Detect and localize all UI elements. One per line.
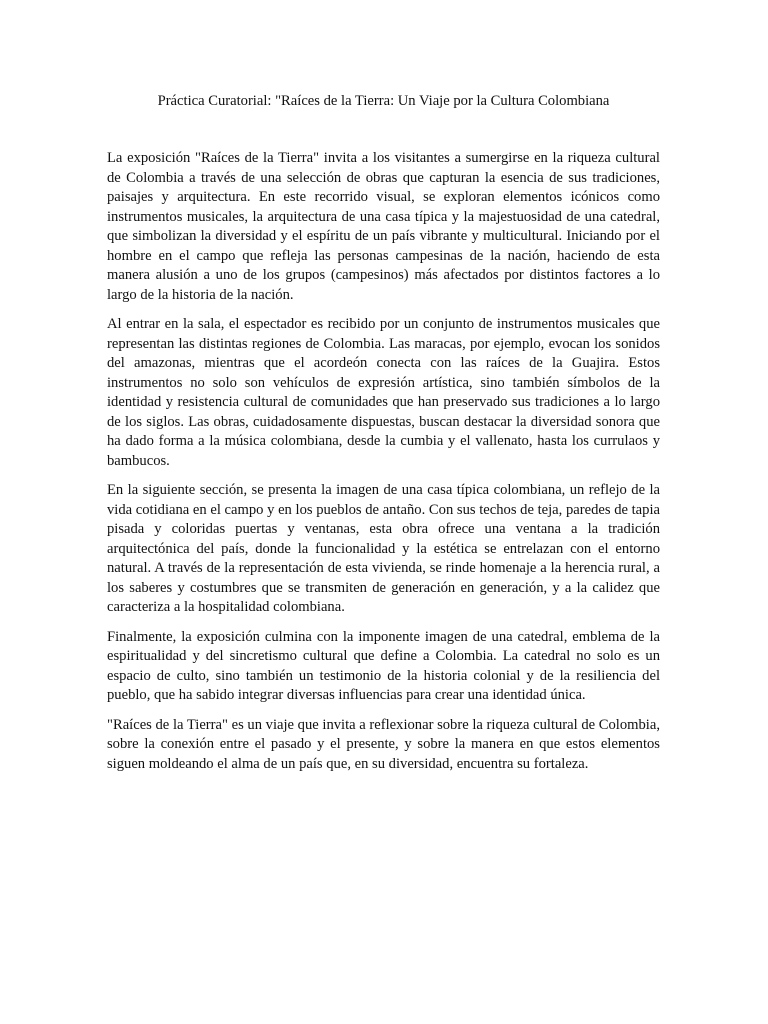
paragraph-house: En la siguiente sección, se presenta la imagen de una casa típica colombiana, un reflejo de la vida cotidiana en el campo y en los pueblos de antaño. Con sus techos de teja, paredes de tapia pisada y coloridas puertas y ventanas, esta obra ofrece una ventana a la tradición arquitectónica del país, donde la funcionalidad y la estética se entrelazan con el entorno natural. A través de la representación de esta vivienda, se rinde homenaje a la herencia rural, a los saberes y costumbres que se transmiten de generación en generación, y a la calidez que caracteriza a la hospitalidad colombiana. xyxy=(107,482,660,615)
paragraph-cathedral: Finalmente, la exposición culmina con la imponente imagen de una catedral, emblema de la espiritualidad y del sincretismo cultural que define a Colombia. La catedral no solo es un espacio de culto, sino también un testimonio de la historia colonial y de la resiliencia del pueblo, que ha sabido integrar diversas influencias para crear una identidad única. xyxy=(107,628,660,703)
paragraph-conclusion: "Raíces de la Tierra" es un viaje que invita a reflexionar sobre la riqueza cultural de Colombia, sobre la conexión entre el pasado y el presente, y sobre la manera en que estos elementos siguen moldeando el alma de un país que, en su diversidad, encuentra su fortaleza. xyxy=(107,716,660,772)
document-body xyxy=(107,149,660,774)
paragraph-intro: La exposición "Raíces de la Tierra" invita a los visitantes a sumergirse en la riqueza cultural de Colombia a través de una selección de obras que capturan la esencia de sus tradiciones, paisajes y arquitectura. En este recorrido visual, se exploran elementos icónicos como instrumentos musicales, la arquitectura de una casa típica y la majestuosidad de una catedral, que simbolizan la diversidad y el espíritu de un país vibrante y multicultural. Iniciando por el hombre en el campo que refleja las personas campesinas de la nación, haciendo de esta manera alusión a uno de los grupos (campesinos) más afectados por distintos factores a lo largo de la historia de la nación. xyxy=(107,150,660,303)
paragraph-instruments: Al entrar en la sala, el espectador es recibido por un conjunto de instrumentos musicales que representan las distintas regiones de Colombia. Las maracas, por ejemplo, evocan los sonidos del amazonas, mientras que el acordeón conecta con las raíces de la Guajira. Estos instrumentos no solo son vehículos de expresión artística, sino también símbolos de la identidad y resistencia cultural de comunidades que han preservado sus tradiciones a lo largo de los siglos. Las obras, cuidadosamente dispuestas, buscan destacar la diversidad sonora que ha dado forma a la música colombiana, desde la cumbia y el vallenato, hasta los currulaos y bambucos. xyxy=(107,316,660,469)
document-title: Práctica Curatorial: "Raíces de la Tierra: Un Viaje por la Cultura Colombiana xyxy=(157,93,610,109)
